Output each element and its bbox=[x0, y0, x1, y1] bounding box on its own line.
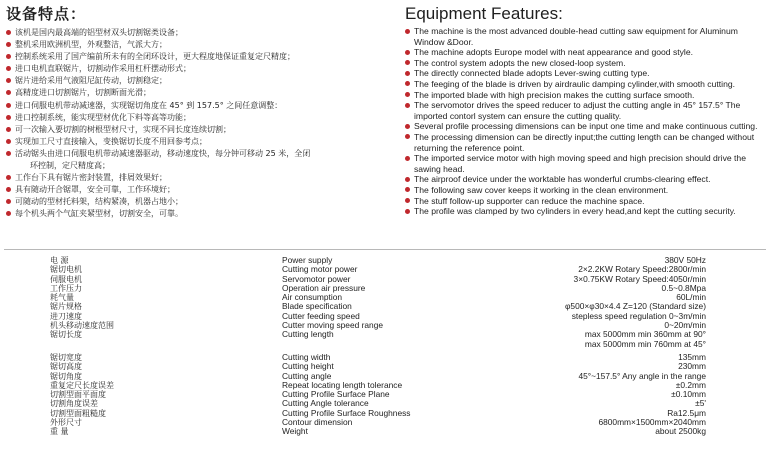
spec-value-line: 0~20m/min bbox=[664, 320, 706, 331]
feature-text: The directly connected blade adopts Lever-swing cutting type. bbox=[414, 68, 650, 79]
chinese-features-list bbox=[6, 27, 376, 221]
spec-value-line: ±0.2mm bbox=[675, 379, 706, 390]
bullet-icon bbox=[6, 127, 11, 132]
spec-label-en: Cutting width bbox=[282, 351, 331, 362]
spec-value-line: 3×0.75KW Rotary Speed:4050r/min bbox=[573, 273, 706, 284]
feature-item-cn bbox=[6, 208, 376, 220]
spec-label-cn: 工作压力 bbox=[50, 283, 82, 293]
spec-label-en: Cutting motor power bbox=[282, 264, 358, 275]
spec-label-cn: 锯片规格 bbox=[50, 302, 82, 312]
feature-text: The profile was clamped by two cylinders in every head,and kept the cutting security. bbox=[414, 206, 736, 217]
feature-text: The following saw cover keeps it working in the clean environment. bbox=[414, 184, 669, 195]
feature-item-en bbox=[405, 26, 765, 47]
feature-item-cn bbox=[6, 184, 376, 196]
bullet-icon bbox=[405, 187, 410, 192]
bullet-icon bbox=[6, 139, 11, 144]
feature-item-cn bbox=[6, 27, 376, 39]
feature-text: The machine is the most advanced double-head cutting saw equipment for Aluminum Window &Door. bbox=[414, 26, 738, 47]
feature-text: The machine adopts Europe model with neat appearance and good style. bbox=[414, 47, 694, 58]
spec-label-cn: 重 量 bbox=[50, 427, 69, 437]
bullet-icon bbox=[405, 92, 410, 97]
feature-item-en bbox=[405, 68, 765, 79]
feature-item-cn bbox=[6, 75, 376, 87]
spec-label-en: Cutting angle bbox=[282, 370, 332, 381]
feature-text: The imported blade with high precision makes the cutting surface smooth. bbox=[414, 89, 695, 100]
spec-row bbox=[50, 275, 706, 284]
bullet-icon bbox=[405, 81, 410, 86]
bullet-icon bbox=[6, 151, 11, 156]
feature-text: 高精度进口切割锯片，切割断面光滑； bbox=[15, 88, 151, 98]
feature-item-en bbox=[405, 58, 765, 69]
spec-label-en: Cutting Profile Surface Roughness bbox=[282, 407, 411, 418]
bullet-icon bbox=[6, 103, 11, 108]
spec-label-cn: 机头移动速度范围 bbox=[50, 321, 114, 331]
spec-value-line: stepless speed regulation 0~3m/min bbox=[571, 310, 706, 321]
feature-item-cn bbox=[6, 196, 376, 208]
spec-label-en: Power supply bbox=[282, 255, 333, 265]
bullet-icon bbox=[6, 30, 11, 35]
feature-item-en bbox=[405, 132, 765, 153]
feature-text: 该机是国内最高端的铝型材双头切割锯类设备； bbox=[15, 28, 183, 37]
spec-value-line: 45°~157.5° Any angle in the range bbox=[578, 370, 706, 381]
bullet-icon bbox=[6, 90, 11, 95]
feature-text: The airproof device under the worktable has wonderful crumbs-clearing effect. bbox=[414, 174, 711, 185]
spec-label-cn: 切割型面粗糙度 bbox=[50, 408, 106, 418]
spec-row bbox=[50, 427, 706, 436]
spec-label-en: Operation air pressure bbox=[282, 282, 366, 293]
spec-label-cn: 进刀速度 bbox=[50, 311, 82, 321]
feature-item-cn bbox=[6, 172, 376, 184]
feature-item-en bbox=[405, 185, 765, 196]
spec-row bbox=[50, 284, 706, 293]
spec-value-line: ±0.10mm bbox=[671, 389, 706, 400]
english-features-title: Equipment Features: bbox=[405, 4, 563, 23]
feature-item-cn bbox=[6, 39, 376, 51]
feature-item-en bbox=[405, 79, 765, 90]
spec-label-en: Cutting Profile Surface Plane bbox=[282, 389, 390, 400]
spec-label-en: Repeat locating length tolerance bbox=[282, 379, 403, 390]
bullet-icon bbox=[405, 134, 410, 139]
spec-value-line: ±5' bbox=[695, 398, 706, 409]
spec-value bbox=[585, 330, 706, 349]
spec-value-line: 0.5~0.8Mpa bbox=[661, 282, 706, 293]
bullet-icon bbox=[6, 211, 11, 216]
spec-value-line: Ra12.5μm bbox=[667, 407, 706, 418]
feature-text: The processing dimension can be directly input;the cutting length can be changed without returning the reference point. bbox=[414, 131, 755, 153]
feature-item-cn bbox=[6, 112, 376, 124]
feature-item-en bbox=[405, 90, 765, 101]
spec-row bbox=[50, 353, 706, 362]
feature-text: 可一次输入要切割的树根型材尺寸，实现不同长度连续切割； bbox=[15, 124, 231, 134]
spec-label-en: Weight bbox=[282, 426, 308, 437]
feature-text: The feeging of the blade is driven by airdraulic damping cylinder,with smooth cutting. bbox=[414, 78, 736, 89]
spec-value-line: φ500×φ30×4.4 Z=120 (Standard size) bbox=[565, 301, 706, 312]
spec-label-en: Blade specification bbox=[282, 301, 352, 312]
bullet-icon bbox=[405, 60, 410, 65]
feature-text: 具有随动开合锯罩，安全可靠，工作环境好； bbox=[15, 185, 175, 195]
feature-text: 实现加工尺寸直接输入，变换锯切长度不用回参考点； bbox=[15, 136, 207, 146]
feature-text: 可随动的型材托料架，结构紧凑，机器占地小； bbox=[15, 197, 183, 207]
spec-value-line: max 5000mm min 760mm at 45° bbox=[584, 338, 706, 349]
feature-text: 控制系统采用了国产编前所未有的全闭环设计，更大程度地保证重复定尺精度； bbox=[15, 52, 295, 62]
bullet-icon bbox=[6, 187, 11, 192]
feature-item-cn-continuation: 环控制，定尺精度高； bbox=[30, 161, 110, 171]
feature-text: The stuff follow-up supporter can reduce the machine space. bbox=[414, 195, 645, 206]
spec-label-cn: 电 源 bbox=[50, 256, 69, 265]
spec-label-cn: 切割型面平面度 bbox=[50, 390, 106, 400]
feature-item-en bbox=[405, 196, 765, 207]
spec-label-en: Servomotor power bbox=[282, 273, 351, 284]
spec-label-cn: 耗气量 bbox=[50, 293, 74, 303]
spec-label-cn: 锯切高度 bbox=[50, 362, 82, 372]
feature-item-cn bbox=[6, 148, 376, 160]
spec-label-cn: 伺服电机 bbox=[50, 274, 82, 284]
spec-label-en: Contour dimension bbox=[282, 417, 353, 428]
feature-item-en bbox=[405, 153, 765, 174]
spec-value-line: 380V 50Hz bbox=[664, 255, 706, 265]
specification-table bbox=[50, 256, 706, 437]
spec-label-cn: 锯切长度 bbox=[50, 330, 82, 340]
feature-item-cn bbox=[6, 124, 376, 136]
feature-item-en bbox=[405, 174, 765, 185]
feature-item-cn bbox=[6, 136, 376, 148]
spec-label-cn: 切割角度误差 bbox=[50, 399, 98, 409]
bullet-icon bbox=[6, 115, 11, 120]
bullet-icon bbox=[405, 124, 410, 129]
feature-item-en bbox=[405, 47, 765, 58]
spec-value-line: 230mm bbox=[678, 361, 706, 372]
spec-value bbox=[655, 427, 706, 436]
spec-label-cn: 锯切宽度 bbox=[50, 352, 82, 362]
spec-value-line: max 5000mm min 360mm at 90° bbox=[584, 329, 706, 340]
bullet-icon bbox=[405, 71, 410, 76]
spec-label-en: Cutting Angle tolerance bbox=[282, 398, 369, 409]
spec-label-en: Cutter moving speed range bbox=[282, 320, 384, 331]
spec-value-line: 6800mm×1500mm×2040mm bbox=[598, 417, 706, 428]
bullet-icon bbox=[405, 177, 410, 182]
spec-value-line: 2×2.2KW Rotary Speed:2800r/min bbox=[578, 264, 706, 275]
feature-item-cn bbox=[6, 87, 376, 99]
spec-label-cn: 外形尺寸 bbox=[50, 418, 82, 428]
feature-item-en bbox=[405, 206, 765, 217]
spec-label-cn: 锯切角度 bbox=[50, 371, 82, 381]
spec-label-en: Cutting length bbox=[282, 329, 334, 340]
section-divider bbox=[4, 249, 766, 250]
spec-value-line: 135mm bbox=[678, 351, 706, 362]
feature-text: 进口电机直联锯片，切割动作采用杠杆摆动形式； bbox=[15, 64, 191, 74]
bullet-icon bbox=[405, 50, 410, 55]
spec-label-en: Air consumption bbox=[282, 292, 343, 303]
bullet-icon bbox=[6, 54, 11, 59]
feature-text: 活动锯头由进口伺服电机带动减速器驱动，移动速度快，每分钟可移动 25 米，全闭 bbox=[15, 148, 311, 158]
bullet-icon bbox=[6, 199, 11, 204]
spec-label-cn: 重复定尺长度误差 bbox=[50, 380, 114, 390]
bullet-icon bbox=[6, 42, 11, 47]
feature-text: 每个机头两个气缸夹紧型材，切割安全，可靠。 bbox=[15, 209, 183, 219]
spec-label-en: Cutter feeding speed bbox=[282, 310, 360, 321]
english-features-list bbox=[405, 26, 765, 217]
spec-value-line: 60L/min bbox=[676, 292, 706, 303]
spec-row bbox=[50, 418, 706, 427]
english-features-column bbox=[405, 4, 765, 217]
feature-text: 进口控制系统，能实现型材优化下料等高等功能； bbox=[15, 112, 191, 122]
feature-text: 锯片进给采用气液阻尼缸传动，切割稳定； bbox=[15, 76, 167, 86]
feature-item-cn bbox=[6, 63, 376, 75]
feature-text: The imported service motor with high moving speed and high precision should drive the sawing head. bbox=[414, 153, 746, 174]
spec-row bbox=[50, 330, 706, 349]
bullet-icon bbox=[405, 29, 410, 34]
feature-item-cn bbox=[6, 51, 376, 63]
feature-text: 整机采用欧洲机型，外观整洁，气派大方； bbox=[15, 40, 167, 50]
feature-item-en bbox=[405, 121, 765, 132]
chinese-features-title: 设备特点： bbox=[6, 5, 87, 23]
feature-text: 进口伺服电机带动减速器，实现锯切角度在 45° 到 157.5° 之间任意调整： bbox=[15, 100, 283, 110]
spec-value-line: about 2500kg bbox=[655, 426, 706, 437]
bullet-icon bbox=[6, 78, 11, 83]
feature-item-en bbox=[405, 100, 765, 121]
bullet-icon bbox=[6, 66, 11, 71]
spec-label-cn: 锯切电机 bbox=[50, 265, 82, 275]
spec-label-en: Cutting height bbox=[282, 361, 334, 372]
bullet-icon bbox=[405, 103, 410, 108]
spec-row bbox=[50, 390, 706, 399]
chinese-features-column bbox=[6, 4, 376, 221]
feature-text: 工作台下具有锯片密封装置，排屑效果好； bbox=[15, 173, 167, 183]
feature-text: The servomotor drives the speed reducer to adjust the cutting angle in 45° 157.5° The imported contorl system can ensure the cutting quality. bbox=[414, 100, 741, 121]
bullet-icon bbox=[6, 175, 11, 180]
bullet-icon bbox=[405, 209, 410, 214]
feature-text: Several profile processing dimensions can be input one time and make continuous cutting. bbox=[414, 121, 758, 132]
feature-item-cn bbox=[6, 100, 376, 112]
bullet-icon bbox=[405, 198, 410, 203]
feature-text: The control system adopts the new closed-loop system. bbox=[414, 57, 626, 68]
bullet-icon bbox=[405, 156, 410, 161]
